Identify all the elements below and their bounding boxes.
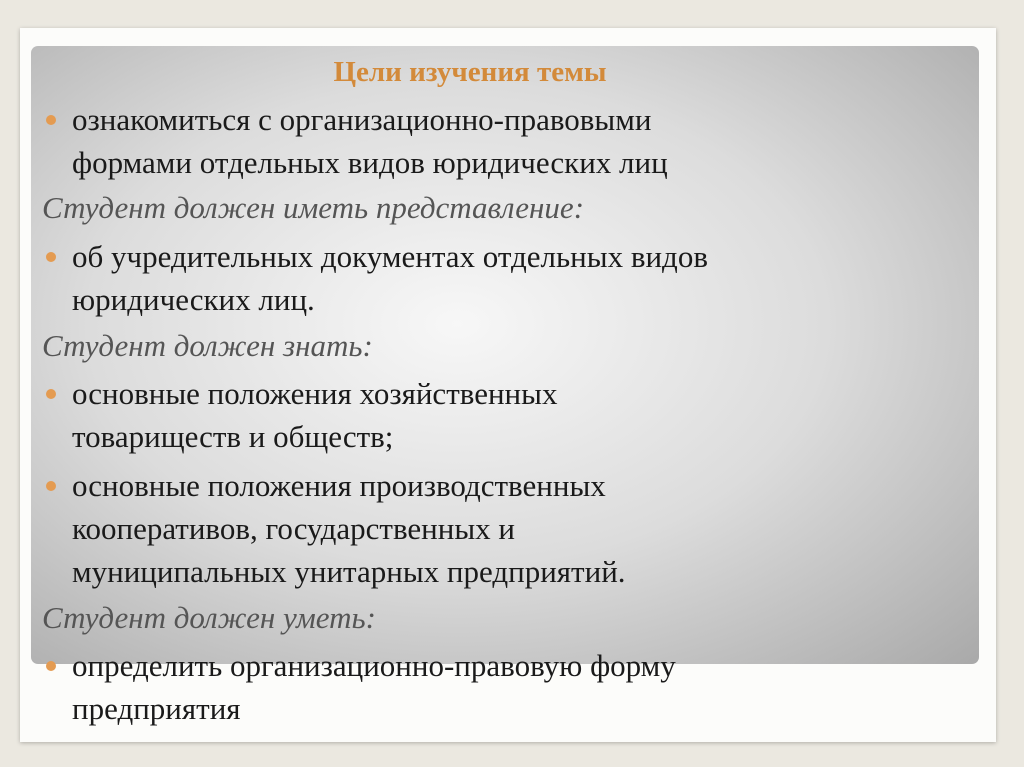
bullet-line: муниципальных унитарных предприятий. <box>72 554 626 589</box>
bullet-line: основные положения производственных <box>72 468 606 503</box>
bullet-line: кооперативов, государственных и <box>72 511 516 546</box>
bullet-dot-icon <box>46 252 56 262</box>
slide-title: Цели изучения темы <box>333 56 607 88</box>
bullet-line: предприятия <box>72 691 241 726</box>
bullet-dot-icon <box>46 115 56 125</box>
bullet-line: ознакомиться с организационно-правовыми <box>72 102 652 137</box>
bullet-line: об учредительных документах отдельных видов <box>72 239 708 274</box>
bullet-line: товариществ и обществ; <box>72 419 394 454</box>
bullet-line: определить организационно-правовую форму <box>72 648 676 683</box>
bullet-line: юридических лиц. <box>72 282 315 317</box>
section-subhead: Студент должен знать: <box>42 328 373 363</box>
section-subhead: Студент должен иметь представление: <box>42 190 585 225</box>
bullet-dot-icon <box>46 481 56 491</box>
bullet-dot-icon <box>46 389 56 399</box>
bullet-line: формами отдельных видов юридических лиц <box>72 145 668 180</box>
bullet-line: основные положения хозяйственных <box>72 376 558 411</box>
section-subhead: Студент должен уметь: <box>42 600 376 635</box>
bullet-dot-icon <box>46 661 56 671</box>
